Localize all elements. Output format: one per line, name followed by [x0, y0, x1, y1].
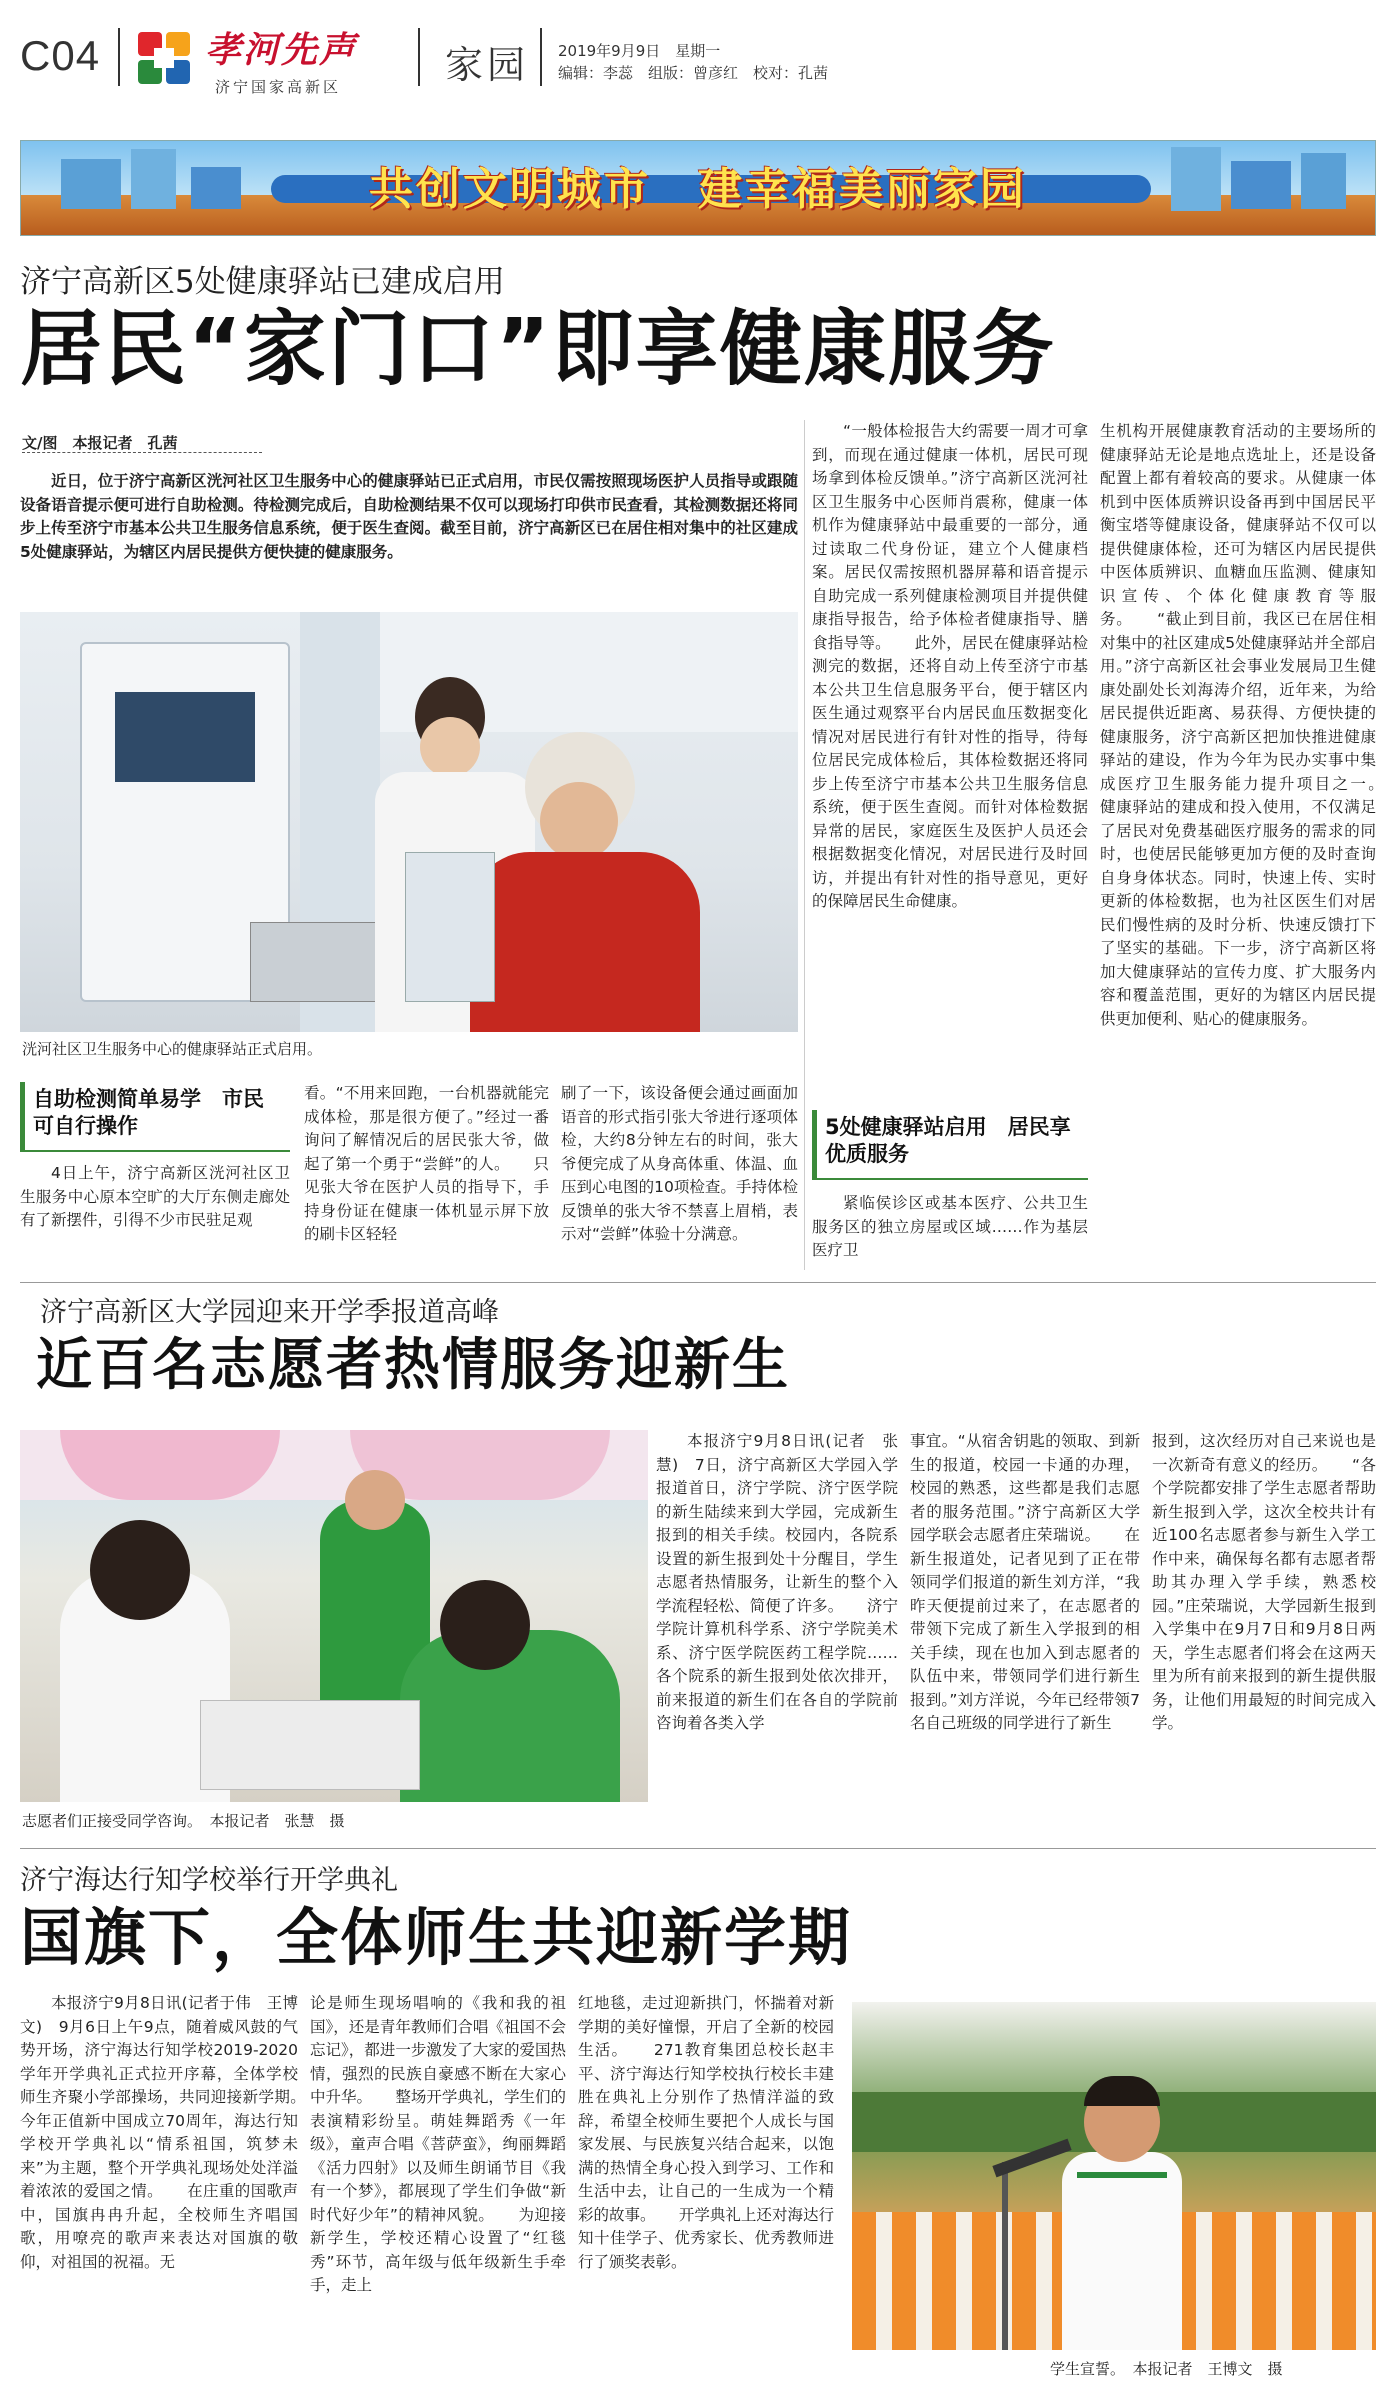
- article2-col1: 本报济宁9月8日讯(记者 张慧) 7日，济宁高新区大学园入学报道首日，济宁学院、济宁医学院的新生陆续来到大学园，完成新生报到的相关手续。校园内，各院系设置的新生报到处十分醒目，学生志愿者热情服务，让新生的整个入学流程轻松、简便了许多。 济宁学院计算机科学系、济宁学院美术系、济宁医学院医药工程学院……各个院系的新生报到处依次排开，前来报道的新生们在各自的学院前咨询着各类入学: [656, 1432, 898, 1732]
- article1-lead: 近日，位于济宁高新区洸河社区卫生服务中心的健康驿站已正式启用，市民仅需按照现场医护人员指导或跟随设备语音提示便可进行自助检测。待检测完成后，自助检测结果不仅可以现场打印供市民查看，其检测数据还将同步上传至济宁市基本公共卫生服务信息系统，便于医生查阅。截至目前，济宁高新区已在居住相对集中的社区建成5处健康驿站，为辖区内居民提供方便快捷的健康服务。: [20, 472, 798, 561]
- article1-col3: 刷了一下，该设备便会通过画面加语音的形式指引张大爷进行逐项体检，大约8分钟左右的时间，张大爷便完成了从身高体重、体温、血压到心电图的10项检查。手持体检反馈单的张大爷不禁喜上眉梢，表示对“尝鲜”体验十分满意。: [561, 1084, 798, 1243]
- article3-col1: 本报济宁9月8日讯(记者于伟 王博文) 9月6日上午9点，随着威风鼓的气势开场，济宁海达行知学校2019-2020学年开学典礼正式拉开序幕，全体学校师生齐聚小学部操场，共同迎接新学期。 今年正值新中国成立70周年，海达行知学校开学典礼以“情系祖国，筑梦未来”为主题，整个开学典礼现场处处洋溢着浓浓的爱国之情。 在庄重的国歌声中，国旗冉冉升起，全校师生齐唱国歌，用嘹亮的歌声来表达对国旗的敬仰，对祖国的祝福。无: [20, 1994, 298, 2271]
- article1-col5: 生机构开展健康教育活动的主要场所的健康驿站无论是地点选址上，还是设备配置上都有着较高的要求。从健康一体机到中医体质辨识设备再到中国居民平衡宝塔等健康设备，健康驿站不仅可以提供健康体检，还可为辖区内居民提供中医体质辨识、血糖血压监测、健康知识宣传、个体化健康教育等服务。 “截止到目前，我区已在居住相对集中的社区建成5处健康驿站并全部启用。”济宁高新区社会事业发展局卫生健康处副处长刘海涛介绍，近年来，为给居民提供近距离、易获得、方便快捷的健康服务，济宁高新区把加快推进健康驿站的建设，作为今年为民办实事中集成医疗卫生服务能力提升项目之一。 健康驿站的建成和投入使用，不仅满足了居民对免费基础医疗服务的需求的同时，也使居民能够更加方便的及时查询自身身体状态。同时，快速上传、实时更新的体检数据，也为社区医生们对居民们慢性病的及时分析、快速反馈打下了坚实的基础。下一步，济宁高新区将加大健康驿站的宣传力度、扩大服务内容和覆盖范围，更好的为辖区内居民提供更加便利、贴心的健康服务。: [1100, 422, 1376, 1028]
- slogan-banner: [20, 140, 1376, 236]
- article1-col4b: 紧临侯诊区或基本医疗、公共卫生服务区的独立房屋或区域……作为基层医疗卫: [812, 1194, 1088, 1259]
- logo-subtitle: 济宁国家高新区: [215, 78, 342, 96]
- article1-byline: 文/图 本报记者 孔茜: [22, 434, 178, 452]
- article1-kicker: 济宁高新区5处健康驿站已建成启用: [20, 264, 505, 300]
- article1-col4a: “一般体检报告大约需要一周才可拿到，而现在通过健康一体机，居民可现场拿到体检反馈单。”济宁高新区洸河社区卫生服务中心医师肖震称，健康一体机作为健康驿站中最重要的一部分，通过读取二代身份证，建立个人健康档案。居民仅需按照机器屏幕和语音提示自助完成一系列健康检测项目并提供健康指导报告，给予体检者健康指导、膳食指导等。 此外，居民在健康驿站检测完的数据，还将自动上传至济宁市基本公共卫生信息服务平台，便于辖区内医生通过观察平台内居民血压数据变化情况对居民进行有针对性的指导，待每位居民完成体检后，其体检数据还将同步上传至济宁市基本公共卫生服务信息系统，便于医生查阅。而针对体检数据异常的居民，家庭医生及医护人员还会根据数据变化情况，对居民进行及时回访，并提出有针对性的指导意见，更好的保障居民生命健康。: [812, 422, 1088, 910]
- masthead: [0, 0, 1394, 125]
- article2-col2: 事宜。“从宿舍钥匙的领取、到新生的报道，校园一卡通的办理，校园的熟悉，这些都是我们志愿者的服务范围。”济宁高新区大学园学联会志愿者庄荣瑞说。 在新生报道处，记者见到了正在带领同学们报道的新生刘方洋，“我昨天便提前过来了，在志愿者的带领下完成了新生入学报到的相关手续，现在也加入到志愿者的队伍中来，带领同学们进行新生报到。”刘方洋说，今年已经带领7名自己班级的同学进行了新生: [910, 1432, 1140, 1732]
- subhead2-text: 5处健康驿站启用 居民享优质服务: [825, 1115, 1071, 1166]
- article3-photo-caption: 学生宣誓。 本报记者 王博文 摄: [1050, 2360, 1283, 2378]
- article1-col2: 看。“不用来回跑，一台机器就能完成体检，那是很方便了。”经过一番询问了解情况后的居民张大爷，做起了第一个勇于“尝鲜”的人。 只见张大爷在医护人员的指导下，手持身份证在健康一体机显示屏下放的刷卡区轻轻: [304, 1084, 549, 1243]
- editors-line: 编辑：李蕊 组版：曾彦红 校对：孔茜: [558, 64, 829, 82]
- page-number: C04: [20, 32, 101, 79]
- article1-photo: [20, 612, 798, 1032]
- article2-headline: 近百名志愿者热情服务迎新生: [36, 1333, 790, 1398]
- article3-kicker: 济宁海达行知学校举行开学典礼: [20, 1865, 398, 1896]
- section-name: 家园: [445, 43, 530, 87]
- logo-mark-icon: [138, 32, 190, 84]
- article3-col3: 红地毯，走过迎新拱门，怀揣着对新学期的美好憧憬，开启了全新的校园生活。 271教育集团总校长赵丰平、济宁海达行知学校执行校长丰建胜在典礼上分别作了热情洋溢的致辞，希望全校师生要把个人成长与国家发展、与民族复兴结合起来，以饱满的热情全身心投入到学习、工作和生活中去，让自己的一生成为一个精彩的故事。 开学典礼上还对海达行知十佳学子、优秀家长、优秀教师进行了颁奖表彰。: [578, 1994, 834, 2271]
- article1-photo-caption: 洸河社区卫生服务中心的健康驿站正式启用。: [22, 1040, 323, 1058]
- article2-col3: 报到，这次经历对自己来说也是一次新奇有意义的经历。 “各个学院都安排了学生志愿者帮助新生报到入学，这次全校共计有近100名志愿者参与新生入学工作中来，确保每名都有志愿者帮助其办理入学手续，熟悉校园。”庄荣瑞说，大学园新生报到入学集中在9月7日和9月8日两天，学生志愿者们将会在这两天里为所有前来报到的新生提供服务，让他们用最短的时间完成入学。: [1152, 1432, 1376, 1732]
- article3-headline: 国旗下，全体师生共迎新学期: [20, 1901, 853, 1974]
- article1-subhead2: [812, 1110, 1088, 1180]
- banner-slogan: 共创文明城市 建幸福美丽家园: [369, 164, 1027, 215]
- masthead-divider-left: [118, 28, 120, 86]
- article2-photo: [20, 1430, 648, 1802]
- article3-photo: [852, 2002, 1376, 2350]
- logo-title: 孝河先声: [205, 29, 358, 71]
- article2-photo-caption: 志愿者们正接受同学咨询。 本报记者 张慧 摄: [22, 1812, 345, 1830]
- issue-date: 2019年9月9日 星期一: [558, 42, 721, 60]
- article1-col1: 4日上午，济宁高新区洸河社区卫生服务中心原本空旷的大厅东侧走廊处有了新摆件，引得不少市民驻足观: [20, 1164, 290, 1229]
- article1-headline: 居民“家门口”即享健康服务: [20, 302, 1056, 397]
- subhead1-text: 自助检测简单易学 市民可自行操作: [33, 1087, 264, 1138]
- article1-subhead1: [20, 1082, 290, 1152]
- masthead-divider-right: [418, 28, 420, 86]
- article3-col2: 论是师生现场唱响的《我和我的祖国》，还是青年教师们合唱《祖国不会忘记》，都进一步激发了大家的爱国热情，强烈的民族自豪感不断在大家心中升华。 整场开学典礼，学生们的表演精彩纷呈。萌娃舞蹈秀《一年级》，童声合唱《菩萨蛮》，绚丽舞蹈《活力四射》以及师生朗诵节目《我有一个梦》，都展现了学生们争做“新时代好少年”的精神风貌。 为迎接新学生，学校还精心设置了“红毯秀”环节，高年级与低年级新生手牵手，走上: [310, 1994, 566, 2294]
- masthead-divider-mid: [540, 28, 542, 86]
- article2-kicker: 济宁高新区大学园迎来开学季报道高峰: [40, 1297, 499, 1328]
